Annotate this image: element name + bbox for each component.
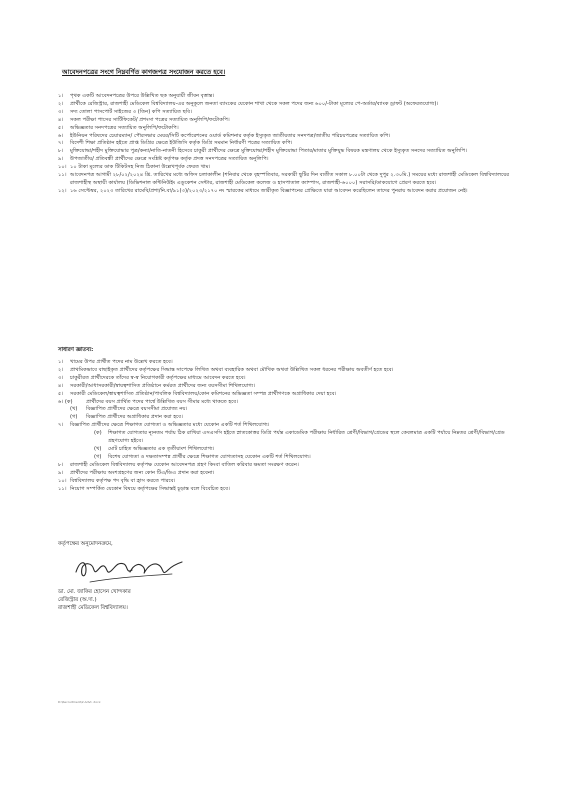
list-subitem [58,446,520,454]
item-text: সদ্য তোলা পাসপোর্ট সাইজের ৩ (তিন) কপি সত্যায়িত ছবি। [70,108,192,115]
item-number: ১২। [58,187,67,194]
item-text: অভিজ্ঞতার সনদপত্রের সত্যায়িত অনুলিপি/ফটোকপি। [70,124,179,131]
item-number: ৮। [58,148,64,155]
item-text: বিশ্ববিদ্যালয় কর্তৃপক্ষ পদ বৃদ্ধি বা হ্রাস করতে পারবে। [70,477,176,484]
signer-block [58,588,131,612]
item-number: ৫। [58,124,64,131]
item-text: ১০ টাকা মূল্যের ডাক টিকিটসহ নিজ ঠিকানা উল্লেখপূর্বক ফেরত খাম। [70,164,211,171]
requirements-list [58,93,520,196]
list-subitem [58,430,520,446]
handwritten-signature [72,552,188,586]
item-number: ২। [58,366,64,373]
list-subitem [58,454,520,462]
list-item [58,101,520,109]
list-item [58,188,520,196]
item-text: বিজ্ঞাপিত প্রার্থীদের অগ্রাধিকার প্রদান করা হবে। [86,414,183,421]
approval-line: কর্তৃপক্ষের অনুমোদনক্রমে, [58,541,113,547]
item-number: ৩। [58,374,64,381]
general-notes-list [58,359,520,493]
item-number: (গ) [94,453,102,460]
item-text: শিক্ষাগত যোগ্যতার ন্যূনতম পর্যায় ঠিক রাখিয়া এসএসসি হইতে স্নাতকোত্তর ডিগ্রি পর্যন্ত একাডেমিক পরীক্ষায় নির্ধারিত শ্রেণী/বিভাগ/গ্রেডের স্থলে কেবলমাত্র একটি পর্যায়ে নিম্নতর শ্রেণী/বিভাগ/গ্রেড গ্রহণযোগ্য হইবে। [108,430,505,445]
list-item [58,422,520,430]
signer-name: ডা. মো. জাকির হোসেন খোন্দকার [58,589,131,595]
item-number: ১০। [58,164,67,171]
item-number: (খ) [94,445,102,452]
item-number: (গ) [70,414,78,421]
item-text: উপজাতীয়/ প্রতিবন্ধী প্রার্থীদের ক্ষেত্রে সংশ্লিষ্ট কর্তৃপক্ষ কর্তৃক প্রদত্ত সনদপত্রের সত্যায়িত অনুলিপি। [70,156,269,163]
item-number: ৮। [58,461,64,468]
file-path-note: D:\Recruitment\2.Advt. docx [58,700,101,704]
item-text: প্রার্থীকে রেজিস্ট্রার, রাজশাহী মেডিকেল বিশ্ববিদ্যালয়-এর অনুকূলে জনতা ব্যাংকের যেকোন শাখা থেকে সকল পদের জন্য ৬০০/-টাকা মূল্যের পে-অর্ডার/ব্যাংক ড্রাফট (অফেরতযোগ্য)। [70,100,439,107]
item-text: পৃথক একটি আবেদনপত্রের উপরে উল্লিখিত ছক অনুযায়ী জীবন বৃত্তান্ত। [70,93,215,99]
list-item [58,391,520,399]
item-number: ৩। [58,108,64,115]
item-number: ১। [58,359,64,365]
item-number: ৬। [58,132,64,139]
item-number: (খ) [70,406,78,413]
item-text: প্রাথমিকভাবে বাছাইকৃত প্রার্থীদের কর্তৃপক্ষের সিদ্ধান্ত সাপেক্ষে লিখিত অথবা ব্যবহারিক অথবা মৌখিক অথবা উল্লিখিত সকল ধরনের পরীক্ষায় অবতীর্ণ হতে হবে। [70,366,394,373]
item-number: ৭। [58,422,64,429]
item-number: ১। [58,93,64,99]
item-number: ৯। [58,156,64,163]
item-number: ২। [58,100,64,107]
list-item [58,93,520,101]
item-number: ৭। [58,140,64,147]
item-text: সকল পরীক্ষা পাসের সার্টিফিকেট/ প্রশংসা পত্রের সত্যায়িত অনুলিপি/ফটোকপি। [70,116,230,123]
item-number: ১১। [58,485,67,492]
item-number: ৬। (ক) [58,398,73,405]
item-text: আবেদনপত্র আগামী ২৮/০২/২০২৪ খ্রি. তারিখের মধ্যে অফিস চলাকালীন (শনিবার থেকে বৃহস্পতিবার, সরকারী ছুটির দিন ব্যতীত সকাল ৮.০০টা থেকে দুপুর ২.৩০মি.) সময়ের মধ্যে রাজশাহী মেডিকেল বিশ্ববিদ্যালয়ের রাজশাহীস্থ অস্থায়ী কার্যালয় (ডিভিশনাল কন্টিনিউইং এডুকেশন সেন্টার, রাজশাহী মেডিকেল কলেজ ও হাসপাতাল ক্যাম্পাস, রাজশাহী-৬০০০) সরাসরি/ডাকযোগে প্রেরণ করতে হবে। [70,172,510,186]
item-text: মোট চাহিত অভিজ্ঞতার এক তৃতীয়াংশ শিথিলযোগ্য। [108,445,215,452]
list-item [58,125,520,133]
signer-title: রেজিস্ট্রার (অ.দা.) [58,597,97,603]
item-text: রাজশাহী মেডিকেল বিশ্ববিদ্যালয় কর্তৃপক্ষ যেকোন আবেদনপত্র গ্রহণ কিংবা বাতিল করিবার ক্ষমতা সংরক্ষণ করেন। [70,461,299,468]
list-item [58,470,520,478]
item-text: বিজ্ঞাপিত প্রার্থীদের ক্ষেত্রে বয়সসীমা প্রযোজ্য নয়। [86,406,188,413]
signer-organization: রাজশাহী মেডিকেল বিশ্ববিদ্যালয়। [58,605,128,611]
item-text: বিজ্ঞাপিত প্রার্থীদের ক্ষেত্রে শিক্ষাগত যোগ্যতা ও অভিজ্ঞতার মধ্যে যেকোন একটি শর্ত শিথিলযোগ্য। [70,422,270,429]
list-item [58,462,520,470]
item-number: ৪। [58,382,64,389]
list-item [58,109,520,117]
list-item [58,359,520,367]
item-number: ৯। [58,469,64,476]
item-number: ৫। [58,390,64,397]
item-number: ৪। [58,116,64,123]
item-text: প্রার্থীদের পরীক্ষায় অংশগ্রহণের জন্য কোন টিএ/ডিএ প্রদান করা হবেনা। [70,469,215,476]
item-number: ১১। [58,172,67,179]
item-text: খামের উপর প্রার্থীত পদের নাম উল্লেখ করতে হবে। [70,359,173,365]
document-heading: আবেদনপত্রের সংগে নিম্নবর্ণিত কাগজপত্র সংযোজন করতে হবে। [62,68,226,76]
list-item [58,478,520,486]
list-item [58,375,520,383]
list-item [58,367,520,375]
list-item [58,164,520,172]
general-notes-heading: সাধারণ জ্ঞাতব্য: [58,347,94,353]
item-text: বিশেষ যোগ্যতা ও দক্ষতাসম্পন্ন প্রার্থীর ক্ষেত্রে শিক্ষাগত যোগ্যতাসহ যেকোন একটি শর্ত শিথিলযোগ্য। [108,453,311,460]
item-number: (ক) [94,430,102,437]
item-text: বিদেশী শিক্ষা প্রতিষ্ঠান হইতে প্রাপ্ত ডিগ্রির ক্ষেত্রে ইউজিসি কর্তৃক ডিগ্রি সমমান নির্ধারণী পত্রের সত্যায়িত কপি। [70,140,293,147]
list-item [58,156,520,164]
list-item [58,486,520,494]
item-text: নিয়োগ সম্পর্কিত যেকোন বিষয়ে কর্তৃপক্ষের সিদ্ধান্তই চূড়ান্ত বলে বিবেচিত হবে। [70,485,230,492]
item-text: ইউনিয়ন পরিষদের চেয়ারম্যান/ পৌরসভার মেয়র/সিটি কর্পোরেশনের ওয়ার্ড কমিশনার কর্তৃক ইস্যুকৃত জাতীয়তার সনদপত্র/জাতীয় পরিচয়পত্রের সত্যায়িত কপি। [70,132,391,139]
list-item [58,383,520,391]
item-text: ১৬ সেপ্টেম্বর, ২০২৩ তারিখের রামেবি/প্রশা/নি.বা/৯১(৩)/২০২৩/২১৭০ নং স্মারকের মাধ্যমে জারীকৃত বিজ্ঞাপনের প্রেক্ষিতে যারা আবেদন করেছিলেন তাদের পুনরায় আবেদন করার প্রয়োজন নেই। [70,187,468,194]
item-text: সরকারী মেডিকেল/স্বায়ত্বশাসিত প্রতিষ্ঠান/পাবলিক বিশ্ববিদ্যালয়/কোন কমিশনের অভিজ্ঞতা সম্পন্ন প্রার্থীগণকে অগ্রাধিকার দেয়া হবে। [70,390,337,397]
list-item [58,117,520,125]
list-item [58,172,520,188]
item-number: ১০। [58,477,67,484]
item-text: মুক্তিযোদ্ধা/শহীদ মুক্তিযোদ্ধার পুত্র/কন্যা/নাতি-নাতনী হিসেবে চাকুরী প্রার্থীদের ক্ষেত্রে মুক্তিযোদ্ধা/শহীদ মুক্তিযোদ্ধা পিতার/মাতার মুক্তিযুদ্ধ বিষয়ক মন্ত্রণালয় থেকে ইস্যুকৃত সনদের সত্যায়িত অনুলিপি। [70,148,467,155]
item-text: চাকুরীরত প্রার্থীদেরকে তাঁদের স্ব-স্ব নিয়োগকারী কর্তৃপক্ষের মাধ্যমে আবেদন করতে হবে। [70,374,246,381]
item-text: প্রার্থীদের বয়স প্রার্থিত পদের পার্শ্বে উল্লিখিত বয়স সীমার মধ্যে থাকতে হবে। [86,398,239,405]
item-text: সরকারী/আধাসরকারী/স্বায়ত্বশাসিত প্রতিষ্ঠানে কর্মরত প্রার্থীদের জন্য বয়সসীমা শিথিলযোগ্য। [70,382,256,389]
